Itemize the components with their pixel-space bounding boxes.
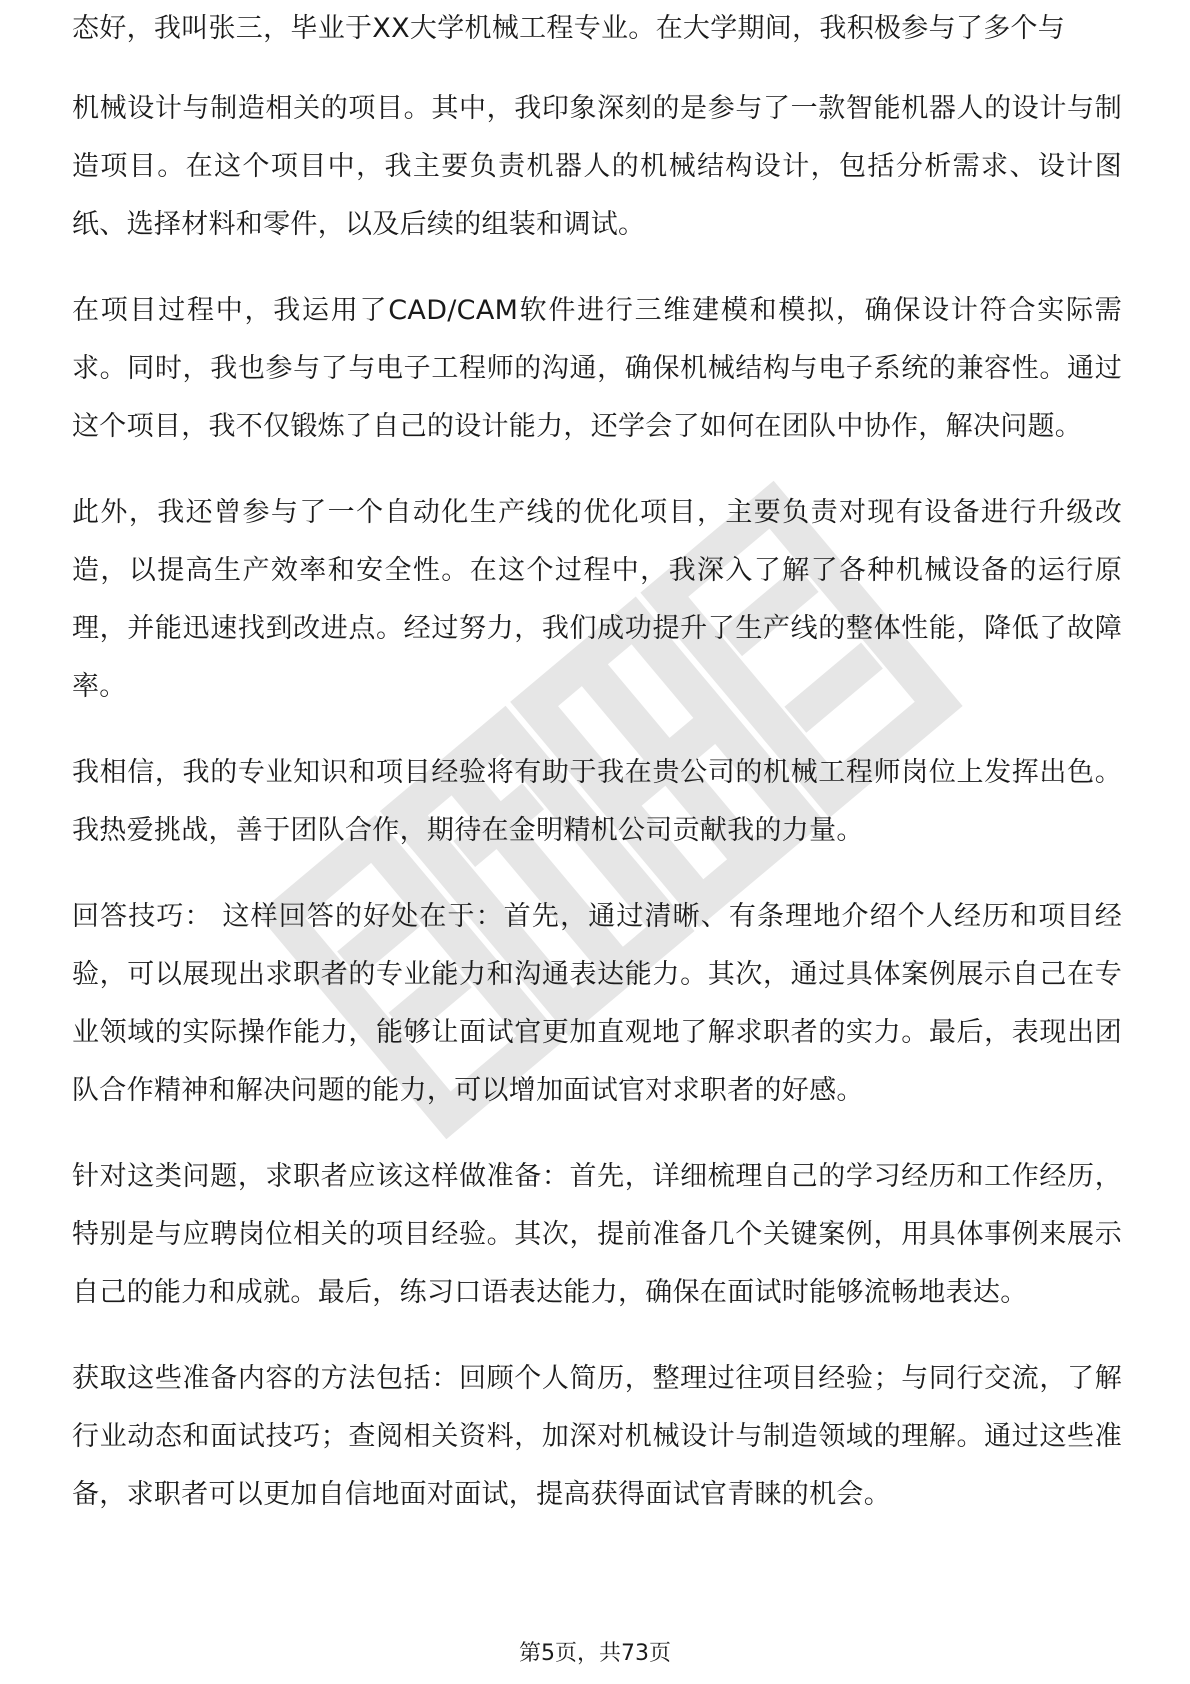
paragraph-1: 机械设计与制造相关的项目。其中，我印象深刻的是参与了一款智能机器人的设计与制造项目。在这个项目中，我主要负责机器人的机械结构设计，包括分析需求、设计图纸、选择材料和零件，以及后续的组装和调试。 <box>72 93 1122 240</box>
paragraph-preparation: 针对这类问题，求职者应该这样做准备：首先，详细梳理自己的学习经历和工作经历，特别是与应聘岗位相关的项目经验。其次，提前准备几个关键案例，用具体事例来展示自己的能力和成就。最后，练习口语表达能力，确保在面试时能够流畅地表达。 <box>72 1161 1122 1308</box>
paragraph-2: 在项目过程中，我运用了CAD/CAM软件进行三维建模和模拟，确保设计符合实际需求。同时，我也参与了与电子工程师的沟通，确保机械结构与电子系统的兼容性。通过这个项目，我不仅锻炼了自己的设计能力，还学会了如何在团队中协作，解决问题。 <box>72 295 1122 442</box>
document-body <box>72 13 1122 1524</box>
paragraph-answer-tips: 回答技巧： 这样回答的好处在于：首先，通过清晰、有条理地介绍个人经历和项目经验，可以展现出求职者的专业能力和沟通表达能力。其次，通过具体案例展示自己在专业领域的实际操作能力，能够让面试官更加直观地了解求职者的实力。最后，表现出团队合作精神和解决问题的能力，可以增加面试官对求职者的好感。 <box>72 901 1122 1106</box>
cut-off-top-line <box>72 13 1122 80</box>
paragraph-4: 我相信，我的专业知识和项目经验将有助于我在贵公司的机械工程师岗位上发挥出色。我热爱挑战，善于团队合作，期待在金明精机公司贡献我的力量。 <box>72 757 1122 846</box>
paragraph-methods: 获取这些准备内容的方法包括：回顾个人简历，整理过往项目经验；与同行交流，了解行业动态和面试技巧；查阅相关资料，加深对机械设计与制造领域的理解。通过这些准备，求职者可以更加自信地面对面试，提高获得面试官青睐的机会。 <box>72 1363 1122 1510</box>
page-number: 第5页，共73页 <box>519 1641 671 1666</box>
paragraph-3: 此外，我还曾参与了一个自动化生产线的优化项目，主要负责对现有设备进行升级改造，以提高生产效率和安全性。在这个过程中，我深入了解了各种机械设备的运行原理，并能迅速找到改进点。经过努力，我们成功提升了生产线的整体性能，降低了故障率。 <box>72 497 1122 702</box>
cut-off-top-line-text: 态好，我叫张三，毕业于XX大学机械工程专业。在大学期间，我积极参与了多个与 <box>72 13 1066 44</box>
